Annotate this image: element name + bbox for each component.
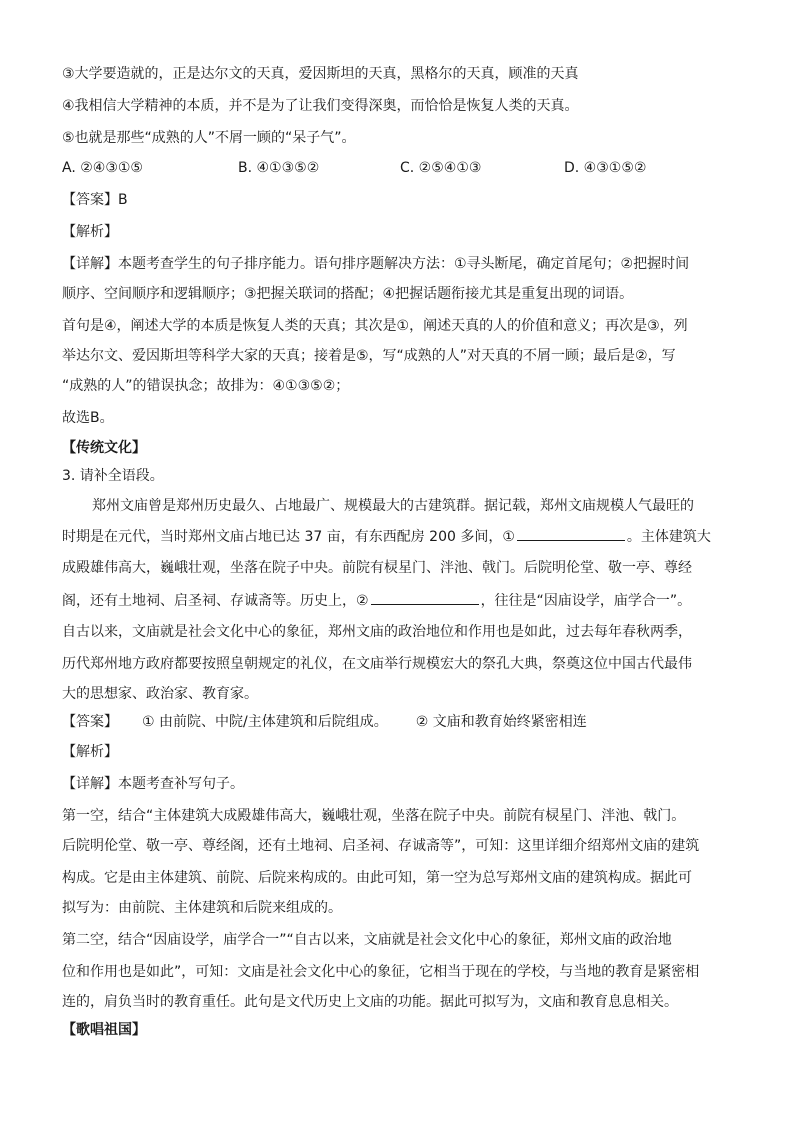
section-heading-traditional-culture: 【传统文化】 [62,440,146,456]
q2-explain-line-3: “成熟的人”的错误执念；故排为：④①③⑤②； [62,378,350,394]
q3-passage-line-2 [62,526,711,547]
q3-analysis-1-line-3: 构成。它是由主体建筑、前院、后院来构成的。由此可知，第一空为总写郑州文庙的建筑构成。据此可 [62,870,692,886]
q2-option-a: A. ②④③①⑤ [62,160,143,176]
q3-passage-line-1: 郑州文庙曾是郑州历史最久、占地最广、规模最大的古建筑群。据记载，郑州文庙规模人气最旺的 [92,498,694,514]
q3-detail: 【详解】本题考查补写句子。 [62,776,244,792]
q2-detail-line-1: 【详解】本题考查学生的句子排序能力。语句排序题解决方法：①寻头断尾，确定首尾句；②把握时间 [62,256,690,272]
q3-passage-line-7: 大的思想家、政治家、教育家。 [62,686,258,702]
q2-detail-line-2: 顺序、空间顺序和逻辑顺序；③把握关联词的搭配；④把握话题衔接尤其是重复出现的词语。 [62,286,634,302]
q3-analysis-1-line-4: 拟写为：由前院、主体建筑和后院来组成的。 [62,900,342,916]
q3-passage-line-4 [62,590,691,611]
q3-analysis-2-line-3: 连的，肩负当时的教育重任。此句是文代历史上文庙的功能。据此可拟写为，文庙和教育息息相关。 [62,994,678,1010]
q2-conclusion: 故选B。 [62,410,114,426]
q2-explain-line-2: 举达尔文、爱因斯坦等科学大家的天真；接着是⑤，写“成熟的人”对天真的不屑一顾；最后是②，写 [62,348,676,364]
q3-analysis-1-line-1: 第一空，结合“主体建筑大成殿雄伟高大，巍峨壮观，坐落在院子中央。前院有棂星门、泮池、戟门。 [62,808,686,824]
q3-passage-line-5: 自古以来，文庙就是社会文化中心的象征，郑州文庙的政治地位和作用也是如此，过去每年春秋两季， [62,624,692,640]
q2-explain-line-1: 首句是④，阐述大学的本质是恢复人类的天真；其次是①，阐述天真的人的价值和意义；再次是③，列 [62,318,688,334]
q2-item-3: ③大学要造就的，正是达尔文的天真，爱因斯坦的天真，黑格尔的天真，顾准的天真 [62,66,579,82]
section-heading-sing-for-motherland: 【歌唱祖国】 [62,1022,146,1038]
q2-item-5: ⑤也就是那些“成熟的人”不屑一顾的“呆子气”。 [62,130,356,146]
q3-answer [62,712,615,732]
q2-analysis-title: 【解析】 [62,224,118,240]
q3-answer-tag: 【答案】 [62,714,118,730]
q3-passage-line-4a: 阁，还有土地祠、启圣祠、存诚斋等。历史上，② [62,593,369,609]
q3-passage-line-6: 历代郑州地方政府都要按照皇朝规定的礼仪，在文庙举行规模宏大的祭孔大典，祭奠这位中国古代最伟 [62,656,692,672]
q3-passage-line-3: 成殿雄伟高大，巍峨壮观，坐落在院子中央。前院有棂星门、泮池、戟门。后院明伦堂、敬一亭、尊经 [62,560,692,576]
q3-passage-line-2b: 。主体建筑大 [626,529,711,545]
q3-blank-1 [517,526,625,541]
q3-analysis-1-line-2: 后院明伦堂、敬一亭、尊经阁，还有土地祠、启圣祠、存诚斋等”，可知：这里详细介绍郑州文庙的建筑 [62,838,700,854]
q3-answer-2: ② 文庙和教育始终紧密相连 [415,714,587,730]
q3-answer-1: ① 由前院、中院/主体建筑和后院组成。 [142,714,388,730]
q3-stem: 3. 请补全语段。 [62,468,164,484]
q2-option-c: C. ②⑤④①③ [400,160,482,176]
q3-blank-2 [371,590,479,605]
q3-passage-line-4b: ，往往是“因庙设学，庙学合一”。 [480,593,692,609]
q2-answer: 【答案】B [62,192,128,208]
q3-analysis-2-line-1: 第二空，结合“因庙设学，庙学合一”“自古以来，文庙就是社会文化中心的象征，郑州文庙的政治地 [62,932,672,948]
q2-option-d: D. ④③①⑤② [564,160,647,176]
q3-passage-line-2a: 时期是在元代，当时郑州文庙占地已达 37 亩，有东西配房 200 多间，① [62,529,515,545]
q2-item-4: ④我相信大学精神的本质，并不是为了让我们变得深奥，而恰恰是恢复人类的天真。 [62,98,579,114]
q2-option-b: B. ④①③⑤② [238,160,320,176]
q3-analysis-2-line-2: 位和作用也是如此”，可知：文庙是社会文化中心的象征，它相当于现在的学校，与当地的教育是紧密相 [62,964,700,980]
q3-analysis-title: 【解析】 [62,744,118,760]
